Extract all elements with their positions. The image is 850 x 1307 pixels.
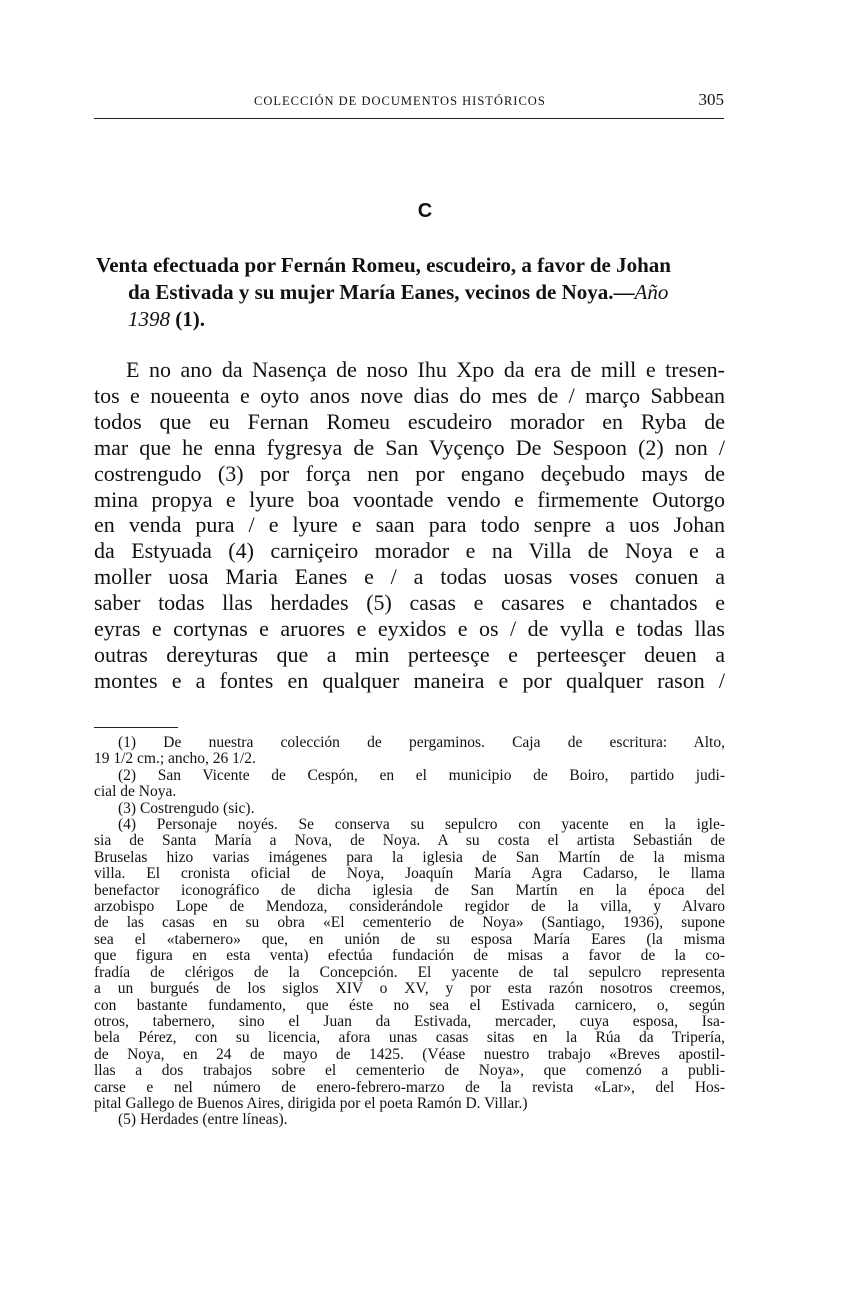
footnote-line: de Noya, en 24 de mayo de 1425. (Véase nuestro trabajo «Breves apostil- <box>94 1045 725 1063</box>
body-line: en venda pura / e lyure e saan para todo senpre a uos Johan <box>94 512 725 538</box>
footnote-line: otros, tabernero, sino el Juan da Estivada, mercader, cuya esposa, Isa- <box>94 1012 725 1030</box>
running-title: COLECCIÓN DE DOCUMENTOS HISTÓRICOS <box>254 94 546 108</box>
footnote-line: fradía de clérigos de la Concepción. El yacente de tal sepulcro representa <box>94 963 725 981</box>
title-line-3 <box>96 306 726 333</box>
footnote-line: de las casas en su obra «El cementerio de Noya» (Santiago, 1936), supone <box>94 914 725 932</box>
body-line: todos que eu Fernan Romeu escudeiro morador en Ryba de <box>94 408 725 434</box>
title-line-2-text: da Estivada y su mujer María Eanes, vecinos de Noya.— <box>128 280 635 304</box>
title-footnote-ref: (1). <box>175 307 205 331</box>
footnote-line: (5) Herdades (entre líneas). <box>118 1111 288 1129</box>
document-body <box>94 357 725 694</box>
body-line: da Estyuada (4) carniçeiro morador e na Villa de Noya e a <box>94 538 725 564</box>
running-header <box>94 92 724 119</box>
footnote-line: que figura en esta venta) efectúa fundación de misas a favor de la co- <box>94 947 725 965</box>
body-line: saber todas llas herdades (5) casas e casares e chantados e <box>94 590 725 616</box>
footnote-line: sea el «tabernero» que, en unión de su esposa María Eares (la misma <box>94 930 725 948</box>
footnote-line: Bruselas hizo varias imágenes para la iglesia de San Martín de la misma <box>94 848 725 866</box>
body-line: outras dereyturas que a min perteesçe e perteesçer deuen a <box>94 641 725 667</box>
footnote-line: sia de Santa María a Nova, de Noya. A su costa el artista Sebastián de <box>94 832 725 850</box>
body-line: eyras e cortynas e aruores e eyxidos e os / de vylla e todas llas <box>94 616 725 642</box>
body-line: mina propya e lyure boa voontade vendo e firmemente Outorgo <box>94 486 725 512</box>
title-line-1: Venta efectuada por Fernán Romeu, escudeiro, a favor de Johan <box>96 253 671 277</box>
document-title <box>96 252 726 333</box>
title-year-label: Año <box>634 280 669 304</box>
footnote-line: benefactor iconográfico de dicha iglesia de San Martín en la época del <box>94 881 725 899</box>
footnote-line: a un burgués de los siglos XIV o XV, y por esta razón nosotros creemos, <box>94 980 725 998</box>
footnote-line: con bastante fundamento, que éste no sea el Estivada carnicero, o, según <box>94 996 725 1014</box>
footnote-line: 19 1/2 cm.; ancho, 26 1/2. <box>94 750 256 768</box>
footnote-line: (4) Personaje noyés. Se conserva su sepulcro con yacente en la igle- <box>118 816 725 834</box>
body-line: costrengudo (3) por força nen por engano deçebudo mays de <box>94 460 725 486</box>
title-line-2 <box>96 279 726 306</box>
body-line: montes e a fontes en qualquer maneira e por qualquer rason / <box>94 667 725 693</box>
section-letter: C <box>417 200 433 222</box>
footnote-line: villa. El cronista oficial de Noya, Joaquín María Agra Cadarso, le llama <box>94 865 725 883</box>
body-line: moller uosa Maria Eanes e / a todas uosas voses conuen a <box>94 564 725 590</box>
footnote-line: carse e nel número de enero-febrero-marzo de la revista «Lar», del Hos- <box>94 1078 725 1096</box>
footnote-line: (3) Costrengudo (sic). <box>118 799 255 817</box>
title-year: 1398 <box>128 307 170 331</box>
footnote-line: pital Gallego de Buenos Aires, dirigida por el poeta Ramón D. Villar.) <box>94 1094 528 1112</box>
footnote-line: bela Pérez, con su licencia, afora unas casas sitas en la Rúa da Tripería, <box>94 1029 725 1047</box>
body-line: mar que he enna fygresya de San Vyçenço De Sespoon (2) non / <box>94 434 725 460</box>
footnote-line: (2) San Vicente de Cespón, en el municipio de Boiro, partido judi- <box>118 766 725 784</box>
body-line: tos e noueenta e oyto anos nove dias do mes de / março Sabbean <box>94 382 725 408</box>
footnote-line: arzobispo Lope de Mendoza, considerándole regidor de la villa, y Alvaro <box>94 898 725 916</box>
footnotes <box>94 735 725 1129</box>
page-number: 305 <box>698 90 724 109</box>
body-line: E no ano da Nasença de noso Ihu Xpo da era de mill e tresen- <box>126 357 725 382</box>
footnote-divider <box>94 727 178 728</box>
footnote-line: cial de Noya. <box>94 783 177 801</box>
footnote-line: llas a dos trabajos sobre el cementerio de Noya», que comenzó a publi- <box>94 1062 725 1080</box>
footnote-line: (1) De nuestra colección de pergaminos. Caja de escritura: Alto, <box>118 734 725 751</box>
